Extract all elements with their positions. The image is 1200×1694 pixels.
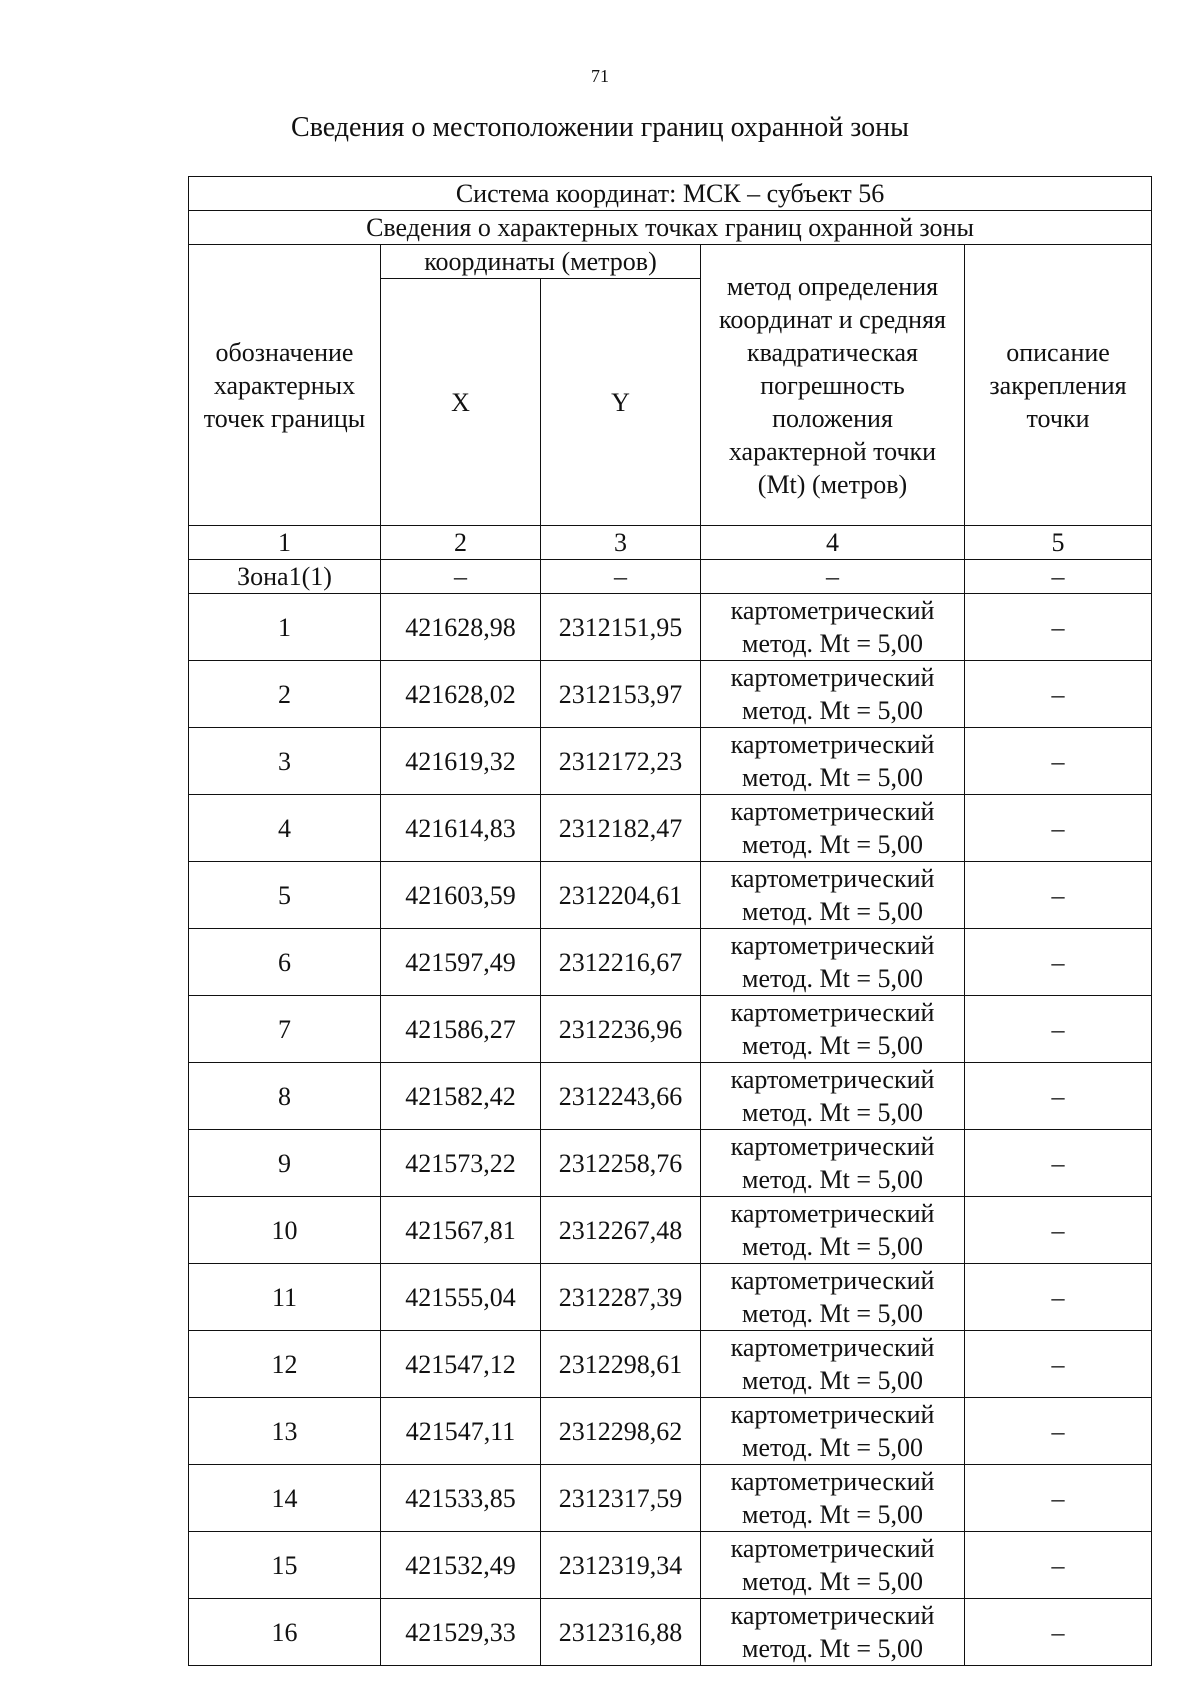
point-description: – [965, 1599, 1152, 1666]
method-line-1: картометрический [730, 998, 935, 1027]
point-description: – [965, 661, 1152, 728]
point-number: 9 [189, 1130, 381, 1197]
method-line-2: метод. Mt = 5,00 [742, 763, 923, 792]
method-line-1: картометрический [730, 1266, 935, 1295]
coord-x: 421555,04 [381, 1264, 541, 1331]
point-description: – [965, 1264, 1152, 1331]
point-description: – [965, 1465, 1152, 1532]
coord-y: 2312153,97 [541, 661, 701, 728]
point-description: – [965, 1398, 1152, 1465]
table-row [189, 795, 1152, 862]
header-method: метод определения координат и средняя квадратическая погрешность положения характерной точки (Mt) (метров) [701, 245, 965, 526]
method-line-1: картометрический [730, 1333, 935, 1362]
method-cell [701, 795, 965, 862]
method-cell [701, 929, 965, 996]
point-number: 11 [189, 1264, 381, 1331]
coord-x: 421547,11 [381, 1398, 541, 1465]
method-line-1: картометрический [730, 1601, 935, 1630]
header-description: описание закрепления точки [965, 245, 1152, 526]
column-number: 4 [701, 526, 965, 560]
point-number: 14 [189, 1465, 381, 1532]
method-line-2: метод. Mt = 5,00 [742, 1433, 923, 1462]
column-number: 3 [541, 526, 701, 560]
method-line-2: метод. Mt = 5,00 [742, 1299, 923, 1328]
method-line-2: метод. Mt = 5,00 [742, 1366, 923, 1395]
method-line-2: метод. Mt = 5,00 [742, 1031, 923, 1060]
point-number: 5 [189, 862, 381, 929]
method-line-2: метод. Mt = 5,00 [742, 1165, 923, 1194]
coordinate-system-label: Система координат: МСК – субъект 56 [189, 177, 1152, 211]
point-number: 10 [189, 1197, 381, 1264]
column-number: 5 [965, 526, 1152, 560]
method-cell [701, 1063, 965, 1130]
point-description: – [965, 594, 1152, 661]
point-description: – [965, 1130, 1152, 1197]
method-line-2: метод. Mt = 5,00 [742, 1567, 923, 1596]
coord-x: 421532,49 [381, 1532, 541, 1599]
coord-x: 421533,85 [381, 1465, 541, 1532]
coord-y: 2312319,34 [541, 1532, 701, 1599]
coord-y: 2312317,59 [541, 1465, 701, 1532]
point-number: 6 [189, 929, 381, 996]
coord-y: 2312316,88 [541, 1599, 701, 1666]
coord-x: 421614,83 [381, 795, 541, 862]
method-cell [701, 996, 965, 1063]
table-row [189, 1398, 1152, 1465]
header-row [189, 245, 1152, 279]
point-description: – [965, 1331, 1152, 1398]
coord-x: 421603,59 [381, 862, 541, 929]
boundary-points-table [188, 176, 1152, 1666]
method-cell [701, 661, 965, 728]
coord-x: 421567,81 [381, 1197, 541, 1264]
table-row [189, 1331, 1152, 1398]
method-line-2: метод. Mt = 5,00 [742, 1634, 923, 1663]
section-title-row [189, 211, 1152, 245]
method-line-2: метод. Mt = 5,00 [742, 830, 923, 859]
coord-y: 2312216,67 [541, 929, 701, 996]
zone-cell: – [965, 560, 1152, 594]
zone-cell: – [541, 560, 701, 594]
coord-y: 2312204,61 [541, 862, 701, 929]
method-line-1: картометрический [730, 797, 935, 826]
table-row [189, 1264, 1152, 1331]
method-cell [701, 1398, 965, 1465]
point-number: 7 [189, 996, 381, 1063]
column-number: 1 [189, 526, 381, 560]
header-x: X [381, 279, 541, 526]
zone-cell: – [701, 560, 965, 594]
point-number: 8 [189, 1063, 381, 1130]
method-line-1: картометрический [730, 730, 935, 759]
method-cell [701, 1264, 965, 1331]
column-numbers-row [189, 526, 1152, 560]
coord-y: 2312267,48 [541, 1197, 701, 1264]
method-line-1: картометрический [730, 596, 935, 625]
point-description: – [965, 728, 1152, 795]
coord-y: 2312172,23 [541, 728, 701, 795]
method-cell [701, 1130, 965, 1197]
header-coords: координаты (метров) [381, 245, 701, 279]
point-number: 3 [189, 728, 381, 795]
method-line-2: метод. Mt = 5,00 [742, 1232, 923, 1261]
point-number: 4 [189, 795, 381, 862]
coord-y: 2312287,39 [541, 1264, 701, 1331]
point-number: 12 [189, 1331, 381, 1398]
coord-x: 421573,22 [381, 1130, 541, 1197]
table-row [189, 862, 1152, 929]
point-description: – [965, 1197, 1152, 1264]
method-line-1: картометрический [730, 1132, 935, 1161]
method-line-1: картометрический [730, 1534, 935, 1563]
point-number: 15 [189, 1532, 381, 1599]
method-cell [701, 1465, 965, 1532]
method-line-2: метод. Mt = 5,00 [742, 696, 923, 725]
coord-y: 2312298,62 [541, 1398, 701, 1465]
point-number: 13 [189, 1398, 381, 1465]
point-description: – [965, 996, 1152, 1063]
header-point: обозначение характерных точек границы [189, 245, 381, 526]
point-description: – [965, 929, 1152, 996]
section-title: Сведения о характерных точках границ охранной зоны [189, 211, 1152, 245]
zone-label: Зона1(1) [189, 560, 381, 594]
table-row [189, 1130, 1152, 1197]
table-row [189, 1465, 1152, 1532]
table-row [189, 996, 1152, 1063]
method-line-2: метод. Mt = 5,00 [742, 897, 923, 926]
table-row [189, 1599, 1152, 1666]
table-row [189, 929, 1152, 996]
coord-x: 421547,12 [381, 1331, 541, 1398]
page-number: 71 [591, 66, 609, 86]
method-cell [701, 1532, 965, 1599]
coord-x: 421597,49 [381, 929, 541, 996]
point-number: 16 [189, 1599, 381, 1666]
coord-y: 2312151,95 [541, 594, 701, 661]
point-number: 2 [189, 661, 381, 728]
coord-x: 421628,98 [381, 594, 541, 661]
point-description: – [965, 1532, 1152, 1599]
method-line-1: картометрический [730, 1199, 935, 1228]
coord-y: 2312182,47 [541, 795, 701, 862]
method-cell [701, 1599, 965, 1666]
point-description: – [965, 862, 1152, 929]
method-line-2: метод. Mt = 5,00 [742, 629, 923, 658]
table-row [189, 594, 1152, 661]
coord-x: 421529,33 [381, 1599, 541, 1666]
method-line-1: картометрический [730, 931, 935, 960]
coord-y: 2312298,61 [541, 1331, 701, 1398]
method-line-1: картометрический [730, 1400, 935, 1429]
method-cell [701, 728, 965, 795]
page-title: Сведения о местоположении границ охранной зоны [291, 112, 909, 143]
coord-x: 421586,27 [381, 996, 541, 1063]
method-cell [701, 1331, 965, 1398]
method-line-1: картометрический [730, 864, 935, 893]
method-cell [701, 862, 965, 929]
method-line-1: картометрический [730, 1065, 935, 1094]
coord-y: 2312236,96 [541, 996, 701, 1063]
method-cell [701, 594, 965, 661]
zone-cell: – [381, 560, 541, 594]
table-row [189, 1063, 1152, 1130]
method-line-2: метод. Mt = 5,00 [742, 1500, 923, 1529]
method-line-1: картометрический [730, 1467, 935, 1496]
method-line-2: метод. Mt = 5,00 [742, 964, 923, 993]
point-number: 1 [189, 594, 381, 661]
coord-y: 2312258,76 [541, 1130, 701, 1197]
column-number: 2 [381, 526, 541, 560]
point-description: – [965, 1063, 1152, 1130]
table-row [189, 1197, 1152, 1264]
table-row [189, 661, 1152, 728]
table-row [189, 1532, 1152, 1599]
zone-row [189, 560, 1152, 594]
coord-y: 2312243,66 [541, 1063, 701, 1130]
table-row [189, 728, 1152, 795]
method-line-2: метод. Mt = 5,00 [742, 1098, 923, 1127]
point-description: – [965, 795, 1152, 862]
coordinate-system-row [189, 177, 1152, 211]
coord-x: 421628,02 [381, 661, 541, 728]
coord-x: 421619,32 [381, 728, 541, 795]
method-line-1: картометрический [730, 663, 935, 692]
coord-x: 421582,42 [381, 1063, 541, 1130]
method-cell [701, 1197, 965, 1264]
header-y: Y [541, 279, 701, 526]
